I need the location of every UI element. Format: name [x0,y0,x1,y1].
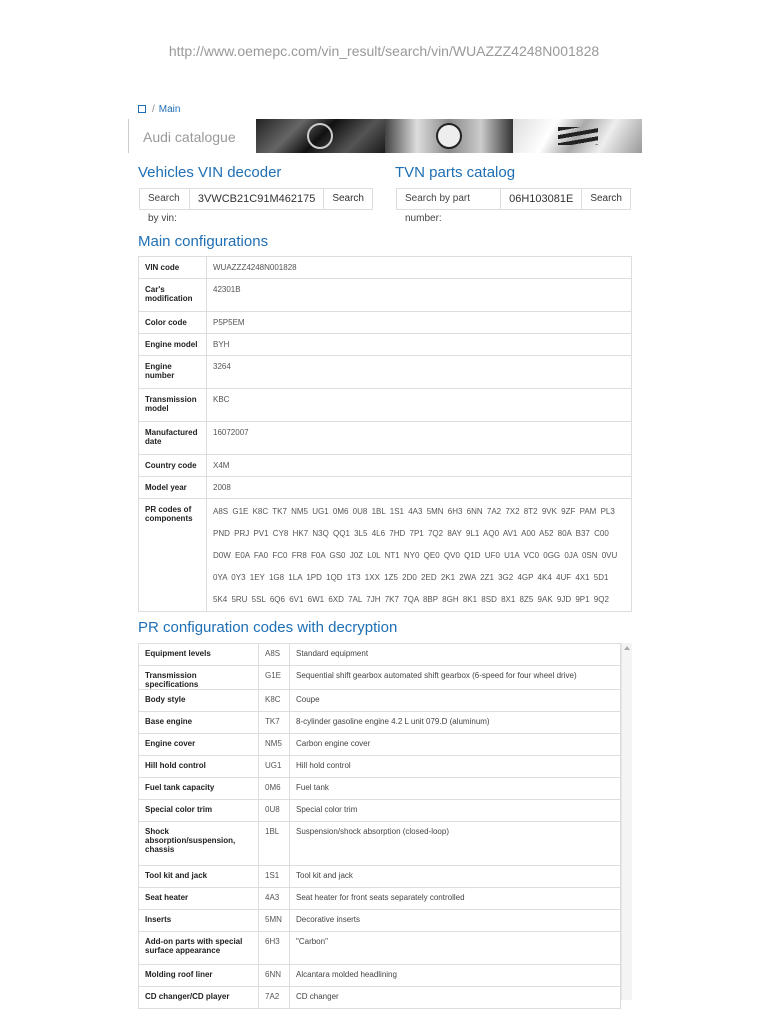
table-row [139,334,632,356]
pr-codes-value: A8S G1E K8C TK7 NM5 UG1 0M6 0U8 1BL 1S1 4A3 5MN 6H3 6NN 7A2 7X2 8T2 9VK 9ZF PAM PL3 PND PRJ PV1 CY8 HK7 N3Q QQ1 3L5 4L6 7HD 7P1 7Q2 8AY 9L1 AQ0 AV1 A00 A52 80A B37 C00 D0W E0A FA0 FC0 FR8 F0A GS0 J0Z L0L NT1 NY0 QE0 QV0 Q1D UF0 U1A VC0 0GG 0JA 0SN 0VU 0YA 0Y3 1EY 1G8 1LA 1PD 1QD 1T3 1XX 1Z5 2D0 2ED 2K1 2WA 2Z1 3G2 4GP 4K4 4UF 4X1 5D1 5K4 5RU 5SL 6Q6 6V1 6W1 6XD 7AL 7JH 7K7 7QA 8BP 8GH 8K1 8SD 8X1 8Z5 9AK 9JD 9P1 9Q2 [207,499,632,612]
table-row [139,644,621,666]
row-code: 6NN [259,965,290,987]
catalogue-label: Audi catalogue [143,129,236,145]
part-search-button[interactable]: Search [582,189,630,209]
row-key: Engine number [139,356,207,389]
row-value: P5P5EM [207,312,632,334]
row-value: BYH [207,334,632,356]
row-code: 6H3 [259,932,290,965]
row-value: 2008 [207,477,632,499]
part-search-form [396,188,631,224]
table-row [139,356,632,389]
row-desc: "Carbon" [290,932,621,965]
row-desc: Sequential shift gearbox automated shift gearbox (6-speed for four wheel drive) [290,666,621,690]
divider [128,119,129,153]
table-row [139,866,621,888]
row-key: PR codes of components [139,499,207,612]
scroll-up-icon[interactable] [624,646,630,650]
table-row [139,778,621,800]
table-row [139,756,621,778]
row-desc: CD changer [290,987,621,1009]
skoda-emblem-icon [436,123,462,149]
pr-table-scrollbar[interactable] [621,643,632,1000]
row-code: UG1 [259,756,290,778]
part-search-label: Search by part number: [397,189,501,209]
table-row [139,690,621,712]
row-code: G1E [259,666,290,690]
table-row [139,965,621,987]
row-value: 3264 [207,356,632,389]
row-key: VIN code [139,257,207,279]
table-row [139,822,621,866]
catalogue-bar [128,119,642,153]
row-key: Molding roof liner [139,965,259,987]
row-desc: 8-cylinder gasoline engine 4.2 L unit 079.D (aluminum) [290,712,621,734]
table-row [139,712,621,734]
row-value: WUAZZZ4248N001828 [207,257,632,279]
table-row [139,932,621,965]
row-key: Base engine [139,712,259,734]
row-key: Car's modification [139,279,207,312]
table-row [139,987,621,1009]
table-row [139,422,632,455]
vin-decoder-title: Vehicles VIN decoder [138,164,282,181]
table-row [139,455,632,477]
row-key: Engine model [139,334,207,356]
row-code: 1S1 [259,866,290,888]
row-code: K8C [259,690,290,712]
row-key: Add-on parts with special surface appearance [139,932,259,965]
row-key: Transmission specifications [139,666,259,690]
row-value: 16072007 [207,422,632,455]
row-key: Tool kit and jack [139,866,259,888]
row-code: A8S [259,644,290,666]
row-value: X4M [207,455,632,477]
row-code: 0U8 [259,800,290,822]
vw-emblem-icon [307,123,333,149]
row-code: NM5 [259,734,290,756]
page-url: http://www.oemepc.com/vin_result/search/vin/WUAZZZ4248N001828 [168,43,600,59]
table-row [139,312,632,334]
row-desc: Decorative inserts [290,910,621,932]
row-key: Transmission model [139,389,207,422]
row-key: Seat heater [139,888,259,910]
pr-config-title: PR configuration codes with decryption [138,619,398,636]
row-desc: Special color trim [290,800,621,822]
row-value: 42301B [207,279,632,312]
breadcrumb-separator: / [152,104,155,115]
row-code: 5MN [259,910,290,932]
table-row [139,499,632,612]
row-code: 4A3 [259,888,290,910]
row-key: Color code [139,312,207,334]
seat-logo[interactable] [513,119,642,153]
row-key: Shock absorption/suspension, chassis [139,822,259,866]
pr-config-table [138,643,621,1009]
row-desc: Tool kit and jack [290,866,621,888]
row-code: 7A2 [259,987,290,1009]
vin-search-label: Search by vin: [140,189,190,209]
table-row [139,734,621,756]
row-key: Engine cover [139,734,259,756]
row-key: Fuel tank capacity [139,778,259,800]
row-key: Model year [139,477,207,499]
row-desc: Alcantara molded headlining [290,965,621,987]
vin-search-form [139,188,373,224]
table-row [139,666,621,690]
row-key: Inserts [139,910,259,932]
table-row [139,477,632,499]
row-code: TK7 [259,712,290,734]
main-config-title: Main configurations [138,233,269,250]
row-key: Equipment levels [139,644,259,666]
row-code: 0M6 [259,778,290,800]
part-search-input[interactable]: 06H103081E [501,189,582,209]
main-config-table [138,256,632,612]
row-key: Special color trim [139,800,259,822]
row-code: 1BL [259,822,290,866]
row-key: CD changer/CD player [139,987,259,1009]
row-key: Hill hold control [139,756,259,778]
row-desc: Suspension/shock absorption (closed-loop) [290,822,621,866]
row-desc: Standard equipment [290,644,621,666]
row-desc: Seat heater for front seats separately controlled [290,888,621,910]
table-row [139,389,632,422]
table-row [139,888,621,910]
breadcrumb-main-link[interactable]: Main [158,104,181,115]
row-desc: Coupe [290,690,621,712]
vin-search-button[interactable]: Search [324,189,372,209]
row-desc: Fuel tank [290,778,621,800]
table-row [139,279,632,312]
home-icon[interactable] [138,105,146,113]
table-row [139,910,621,932]
skoda-logo[interactable] [385,119,514,153]
row-key: Manufactured date [139,422,207,455]
tvn-catalog-title: TVN parts catalog [395,164,516,181]
row-key: Body style [139,690,259,712]
vw-logo[interactable] [256,119,385,153]
vin-search-input[interactable]: 3VWCB21C91M462175 [190,189,324,209]
table-row [139,800,621,822]
breadcrumb [138,104,180,115]
row-key: Country code [139,455,207,477]
brand-logos [256,119,642,153]
seat-emblem-icon [558,127,598,145]
row-desc: Carbon engine cover [290,734,621,756]
row-desc: Hill hold control [290,756,621,778]
table-row [139,257,632,279]
row-value: KBC [207,389,632,422]
